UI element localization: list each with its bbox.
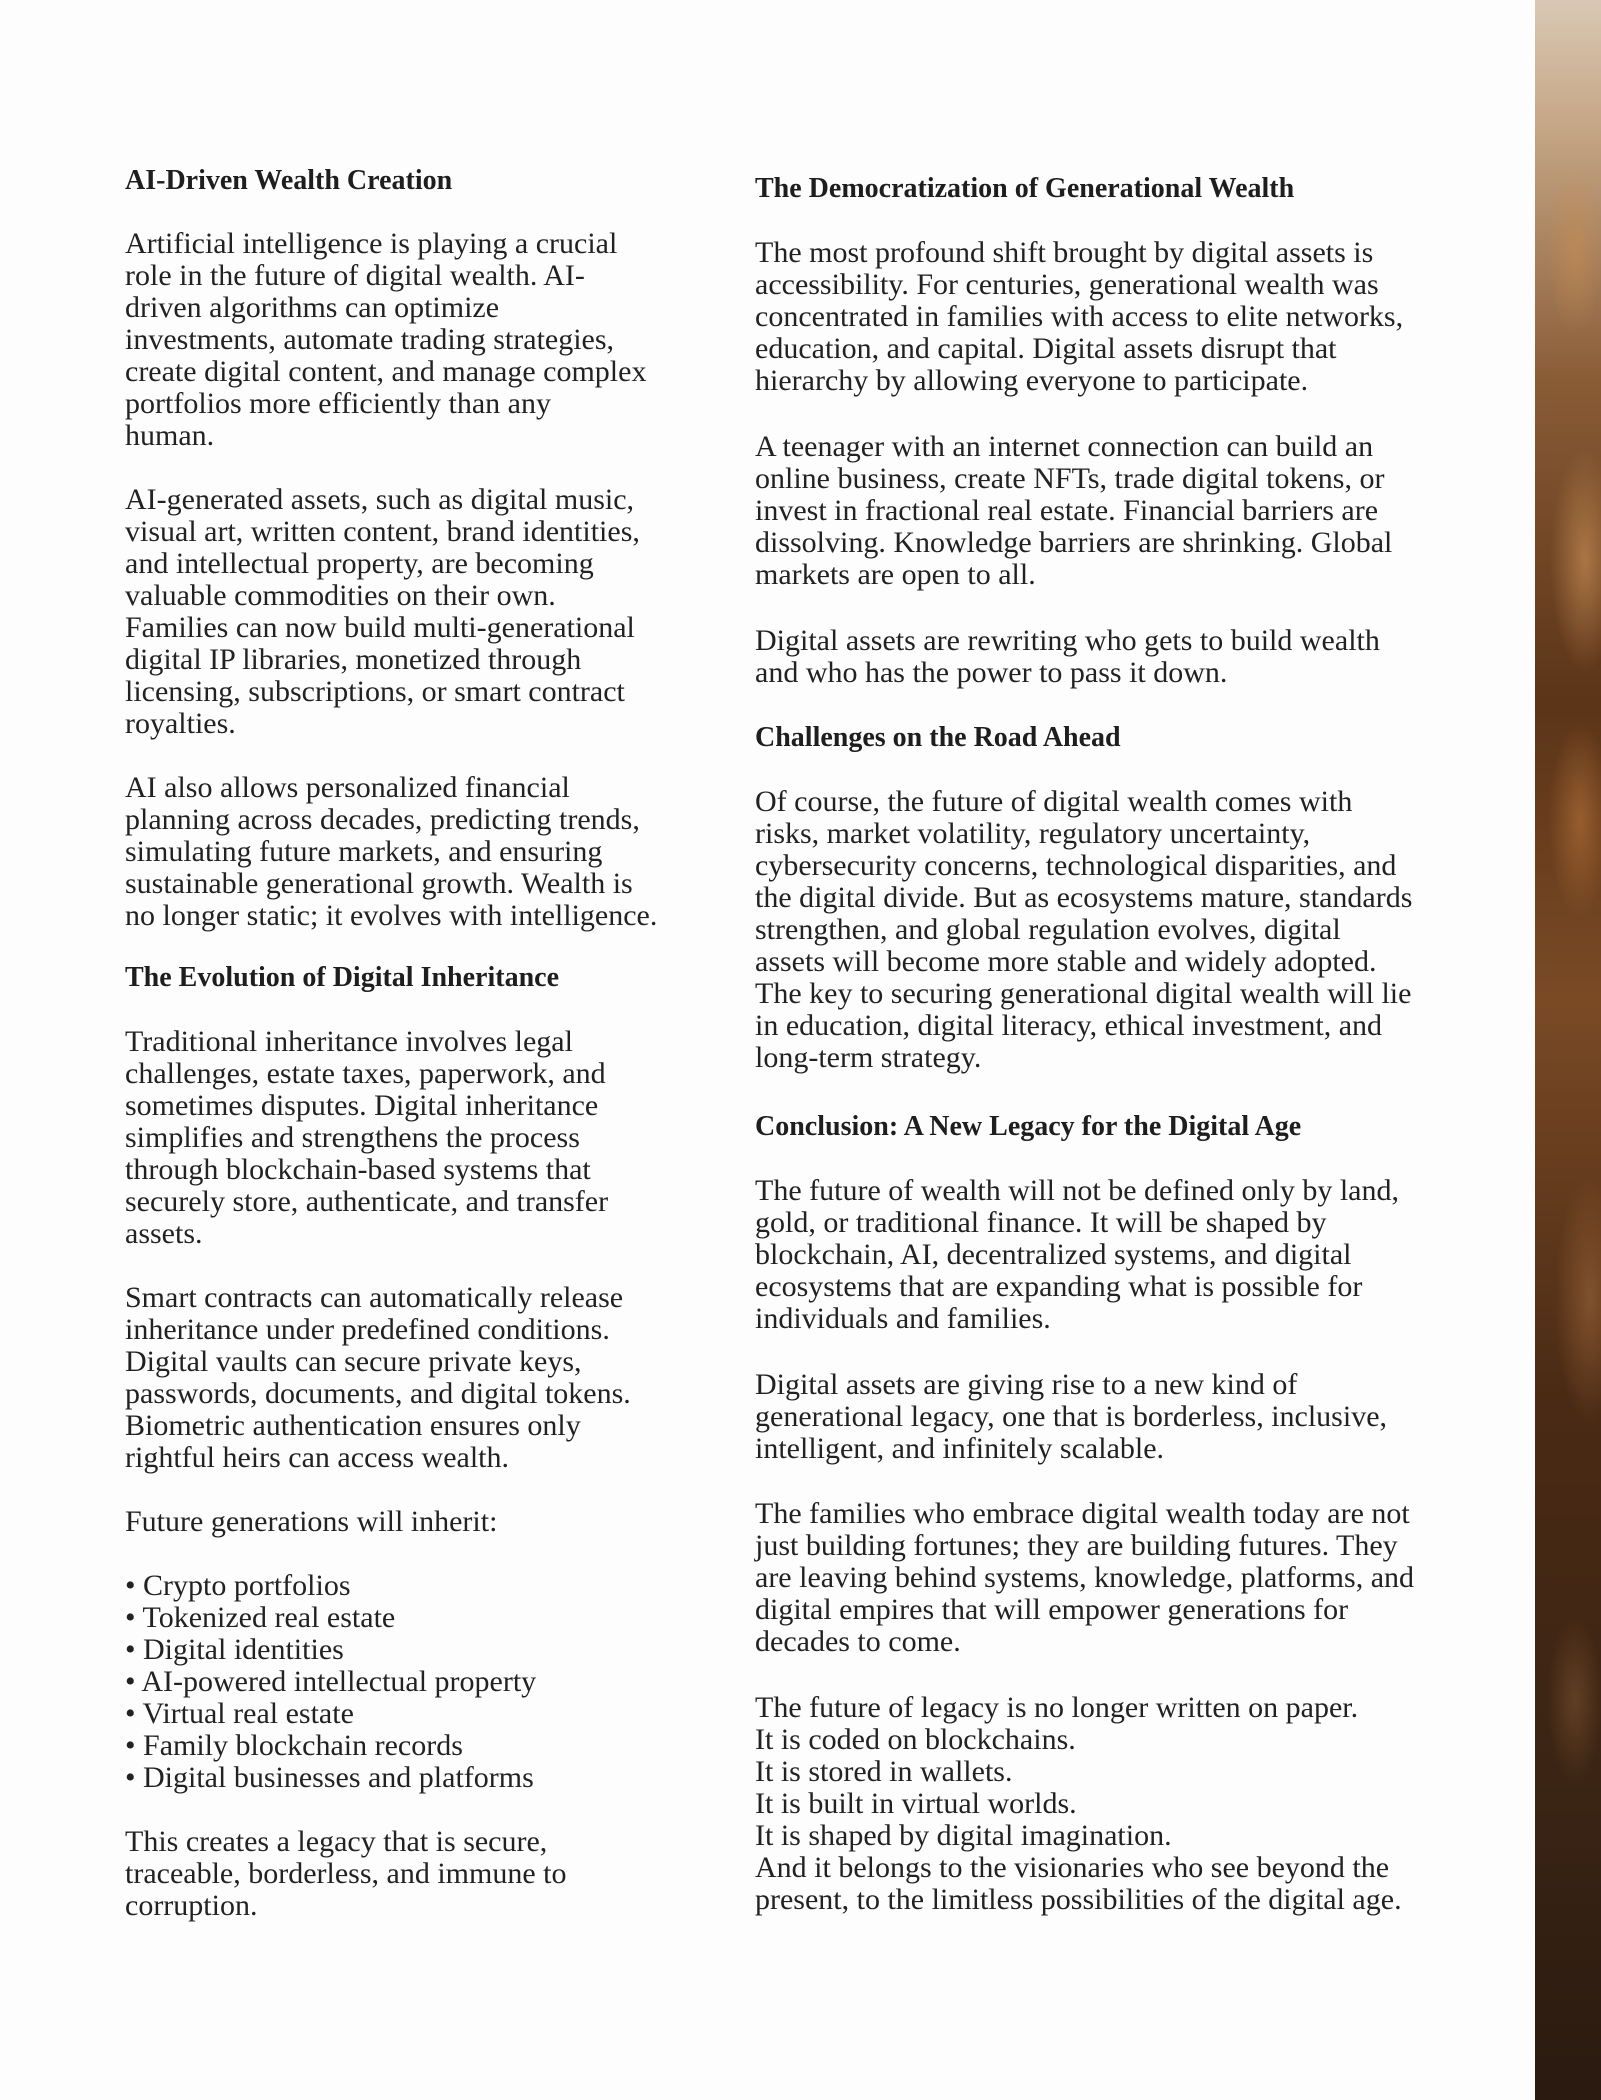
list-item: • Family blockchain records <box>125 1729 463 1762</box>
list-item: • AI-powered intellectual property <box>125 1665 537 1698</box>
paragraph-ai-financial-planning: AI also allows personalized financial planning across decades, predicting trends, simulating future markets, and ensuring sustainable generational growth. Wealth is no longer static; it evolves with intelligence. <box>125 771 658 932</box>
list-item: • Tokenized real estate <box>125 1601 396 1634</box>
inheritance-bullet-list <box>125 1570 536 1794</box>
paragraph-future-generations: Future generations will inherit: <box>125 1505 498 1538</box>
paragraph-secure-legacy: This creates a legacy that is secure, traceable, borderless, and immune to corruption. <box>125 1825 567 1922</box>
paragraph-accessibility: The most profound shift brought by digital assets is accessibility. For centuries, generational wealth was concentrated in families with access to elite networks, education, and capital. Digital assets disrupt that hierarchy by allowing everyone to participate. <box>755 236 1404 397</box>
paragraph-rewriting-wealth: Digital assets are rewriting who gets to build wealth and who has the power to pass it down. <box>755 624 1380 689</box>
paragraph-traditional-inheritance: Traditional inheritance involves legal challenges, estate taxes, paperwork, and sometimes disputes. Digital inheritance simplifies and strengthens the process through blockchain-based systems that securely store, authenticate, and transfer assets. <box>125 1025 609 1250</box>
paragraph-teenager-example: A teenager with an internet connection can build an online business, create NFTs, trade digital tokens, or invest in fractional real estate. Financial barriers are dissolving. Knowledge barriers are shrinking. Global markets are open to all. <box>755 430 1393 591</box>
paragraph-challenges: Of course, the future of digital wealth comes with risks, market volatility, regulatory uncertainty, cybersecurity concerns, technological disparities, and the digital divide. But as ecosystems mature, standards strengthen, and global regulation evolves, digital assets will become more stable and widely adopted. The key to securing generational digital wealth will lie in education, digital literacy, ethical investment, and long-term strategy. <box>755 785 1413 1074</box>
list-item: • Virtual real estate <box>125 1697 354 1730</box>
paragraph-ai-generated-assets: AI-generated assets, such as digital music, visual art, written content, brand identities, and intellectual property, are becoming valuable commodities on their own. Families can now build multi-generational digital IP libraries, monetized through licensing, subscriptions, or smart contract royalties. <box>125 483 640 740</box>
paragraph-future-of-legacy: The future of legacy is no longer written on paper. It is coded on blockchains. It is stored in wallets. It is built in virtual worlds. It is shaped by digital imagination. And it belongs to the visionaries who see beyond the present, to the limitless possibilities of the digital age. <box>755 1691 1402 1916</box>
list-item: • Digital identities <box>125 1633 344 1666</box>
heading-democratization-generational-wealth: The Democratization of Generational Wealth <box>755 173 1295 204</box>
heading-ai-driven-wealth-creation: AI-Driven Wealth Creation <box>125 165 453 196</box>
heading-challenges-road-ahead: Challenges on the Road Ahead <box>755 722 1121 753</box>
paragraph-future-of-wealth: The future of wealth will not be defined only by land, gold, or traditional finance. It will be shaped by blockchain, AI, decentralized systems, and digital ecosystems that are expanding what is possible for individuals and families. <box>755 1174 1399 1335</box>
paragraph-smart-contracts: Smart contracts can automatically release inheritance under predefined conditions. Digital vaults can secure private keys, passwords, documents, and digital tokens. Biometric authentication ensures only rightful heirs can access wealth. <box>125 1281 631 1474</box>
paragraph-families-embrace: The families who embrace digital wealth today are not just building fortunes; they are building futures. They are leaving behind systems, knowledge, platforms, and digital empires that will empower generations for decades to come. <box>755 1497 1415 1658</box>
paragraph-ai-role: Artificial intelligence is playing a crucial role in the future of digital wealth. AI- driven algorithms can optimize investments, automate trading strategies, create digital content, and manage complex portfolios more efficiently than any human. <box>125 227 647 452</box>
heading-evolution-digital-inheritance: The Evolution of Digital Inheritance <box>125 962 560 993</box>
paragraph-new-generational-legacy: Digital assets are giving rise to a new kind of generational legacy, one that is borderless, inclusive, intelligent, and infinitely scalable. <box>755 1368 1388 1465</box>
list-item: • Crypto portfolios <box>125 1569 351 1602</box>
list-item: • Digital businesses and platforms <box>125 1761 534 1794</box>
heading-conclusion: Conclusion: A New Legacy for the Digital Age <box>755 1111 1302 1142</box>
background-photo-edge <box>1535 0 1601 2100</box>
